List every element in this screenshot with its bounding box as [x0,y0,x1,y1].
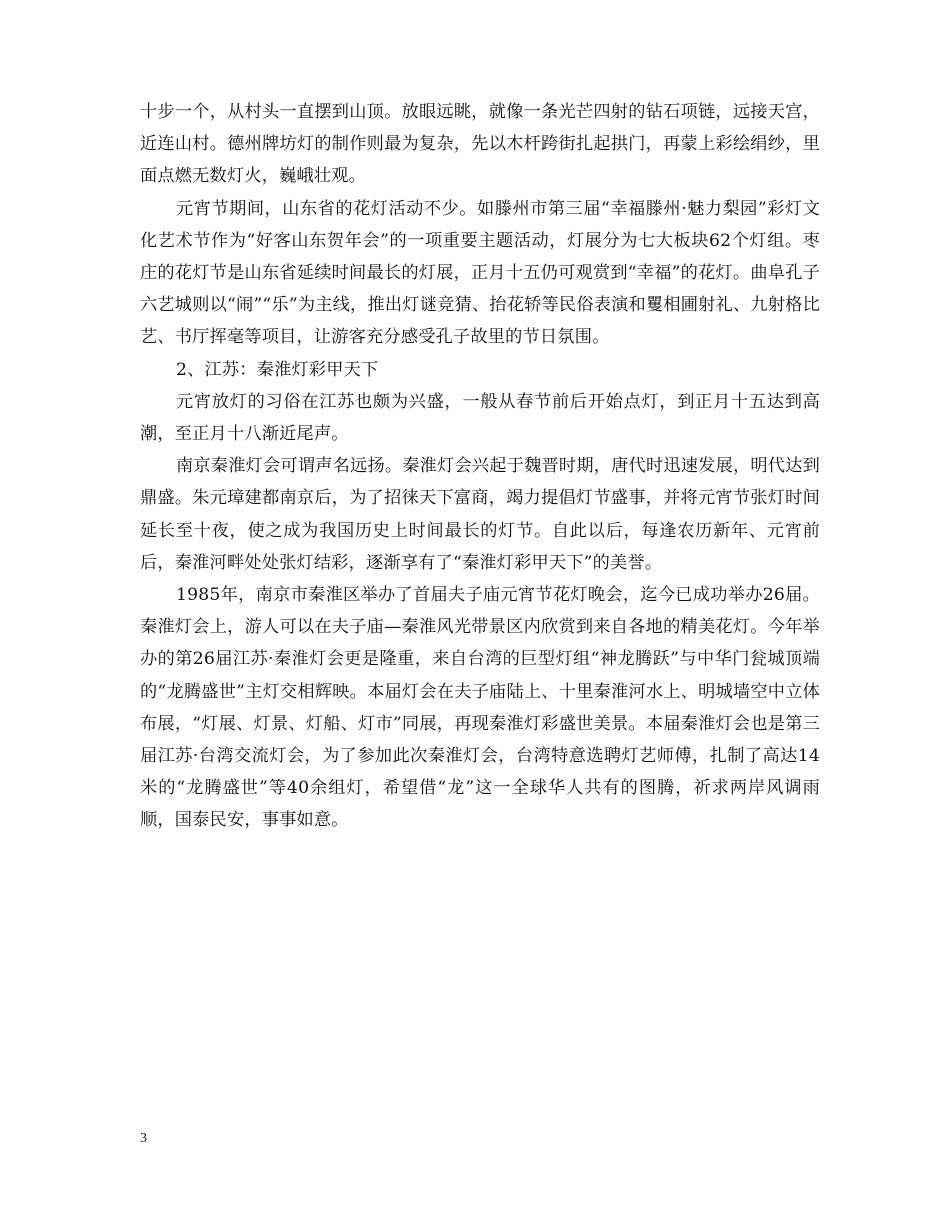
page-number: 3 [140,1131,147,1146]
paragraph-nanjing-qinhuai: 南京秦淮灯会可谓声名远扬。秦淮灯会兴起于魏晋时期，唐代时迅速发展，明代达到鼎盛。朱元璋建都南京后，为了招徕天下富商，竭力提倡灯节盛事，并将元宵节张灯时间延长至十夜，使之成为我国历史上时间最长的灯节。自此以后，每逢农历新年、元宵前后，秦淮河畔处处张灯结彩，逐渐享有了“秦淮灯彩甲天下”的美誉。 [140,456,820,573]
paragraph-1985-lantern-show: 1985年，南京市秦淮区举办了首届夫子庙元宵节花灯晚会，迄今已成功举办26届。秦淮灯会上，游人可以在夫子庙—秦淮风光带景区内欣赏到来自各地的精美花灯。今年举办的第26届江苏·秦淮灯会更是隆重，来自台湾的巨型灯组“神龙腾跃”与中华门瓮城顶端的“龙腾盛世”主灯交相辉映。本届灯会在夫子庙陆上、十里秦淮河水上、明城墙空中立体布展，“灯展、灯景、灯船、灯市”同展，再现秦淮灯彩盛世美景。本届秦淮灯会也是第三届江苏·台湾交流灯会，为了参加此次秦淮灯会，台湾特意选聘灯艺师傅，扎制了高达14米的“龙腾盛世”等40余组灯，希望借“龙”这一全球华人共有的图腾，祈求两岸风调雨顺，国泰民安，事事如意。 [140,585,820,831]
document-body [140,96,820,837]
paragraph-shandong-festival: 元宵节期间，山东省的花灯活动不少。如滕州市第三届“幸福滕州·魅力梨园”彩灯文化艺术节作为“好客山东贺年会”的一项重要主题活动，灯展分为七大板块62个灯组。枣庄的花灯节是山东省延续时间最长的灯展，正月十五仍可观赏到“幸福”的花灯。曲阜孔子六艺城则以“闹”“乐”为主线，推出灯谜竞猜、抬花轿等民俗表演和矍相圃射礼、九射格比艺、书厅挥毫等项目，让游客充分感受孔子故里的节日氛围。 [140,198,820,348]
paragraph-lantern-description: 十步一个，从村头一直摆到山顶。放眼远眺，就像一条光芒四射的钻石项链，远接天宫，近连山村。德州牌坊灯的制作则最为复杂，先以木杆跨街扎起拱门，再蒙上彩绘绢纱，里面点燃无数灯火，巍峨壮观。 [140,102,820,187]
paragraph-jiangsu-custom: 元宵放灯的习俗在江苏也颇为兴盛，一般从春节前后开始点灯，到正月十五达到高潮，至正月十八渐近尾声。 [140,391,820,445]
section-heading-jiangsu: 2、江苏：秦淮灯彩甲天下 [176,359,379,380]
